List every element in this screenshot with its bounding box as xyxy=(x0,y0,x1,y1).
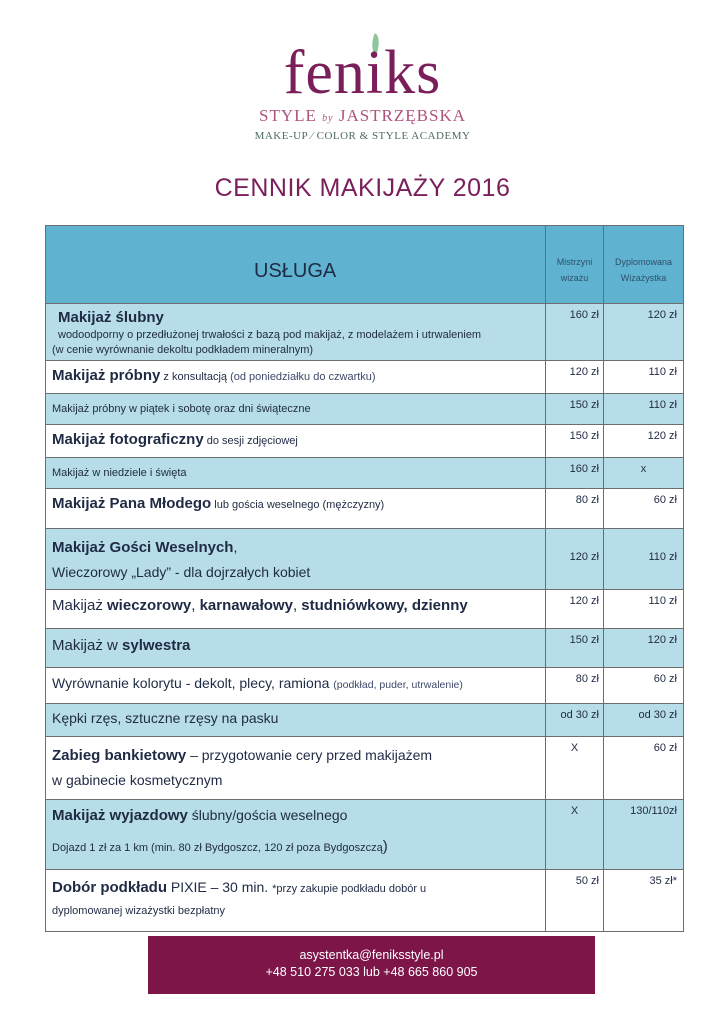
service-name: Zabieg bankietowy xyxy=(52,747,187,764)
service-desc: Makijaż w niedziele i święta xyxy=(52,467,187,479)
service-cell xyxy=(46,489,546,529)
service-desc: lub gościa weselnego (mężczyzny) xyxy=(211,499,385,511)
service-name: wieczorowy xyxy=(107,597,192,614)
service-sep: , xyxy=(292,597,302,614)
price-diploma: 120 zł xyxy=(604,629,684,668)
logo-subtitle xyxy=(0,106,725,129)
price-master: 50 zł xyxy=(546,870,604,932)
service-cell xyxy=(46,425,546,458)
price-master: od 30 zł xyxy=(546,704,604,737)
logo-name-text: JASTRZĘBSKA xyxy=(338,106,467,125)
service-name: Makijaż próbny xyxy=(52,367,161,384)
price-master: 160 zł xyxy=(546,458,604,489)
service-desc: do sesji zdjęciowej xyxy=(203,435,298,447)
service-desc-2: w gabinecie kosmetycznym xyxy=(52,772,223,788)
table-row xyxy=(46,489,684,529)
price-diploma: 130/110zł xyxy=(604,800,684,870)
logo-tagline: MAKE-UP ⁄ COLOR & STYLE ACADEMY xyxy=(254,130,471,142)
service-prefix: Makijaż xyxy=(52,597,108,614)
service-cell xyxy=(46,629,546,668)
price-diploma: 110 zł xyxy=(604,590,684,629)
footer-email[interactable]: asystentka@feniksstyle.pl xyxy=(299,948,444,962)
service-note: (w cenie wyrównanie dekoltu podkładem mineralnym) xyxy=(52,344,314,356)
logo-style-text: STYLE xyxy=(258,106,317,125)
service-note: (od poniedziałku do czwartku) xyxy=(230,371,376,383)
price-master: 80 zł xyxy=(546,668,604,704)
service-cell xyxy=(46,590,546,629)
service-cell xyxy=(46,361,546,394)
table-row xyxy=(46,394,684,425)
header-service: USŁUGA xyxy=(46,226,546,304)
price-diploma: 110 zł xyxy=(604,361,684,394)
table-row xyxy=(46,304,684,361)
price-master: X xyxy=(546,737,604,800)
service-prefix: Makijaż w xyxy=(52,637,123,654)
price-master: 120 zł xyxy=(546,529,604,590)
service-note-2: dyplomowanej wizażystki bezpłatny xyxy=(52,905,226,917)
service-desc: wodoodporny o przedłużonej trwałości z bazą pod makijaż, z modelażem i utrwaleniem xyxy=(58,329,482,341)
contact-footer xyxy=(148,936,595,994)
service-note: (podkład, puder, utrwalenie) xyxy=(333,679,463,691)
table-row xyxy=(46,590,684,629)
service-sep: , xyxy=(191,597,200,614)
price-table xyxy=(45,225,684,932)
price-diploma: 60 zł xyxy=(604,668,684,704)
table-row xyxy=(46,458,684,489)
service-cell xyxy=(46,458,546,489)
service-cell xyxy=(46,737,546,800)
service-desc: ślubny/gościa weselnego xyxy=(187,807,348,823)
table-row xyxy=(46,425,684,458)
table-row xyxy=(46,529,684,590)
price-diploma: 35 zł* xyxy=(604,870,684,932)
price-master: 150 zł xyxy=(546,629,604,668)
service-desc: PIXIE – 30 min. xyxy=(167,879,273,895)
service-name: Makijaż wyjazdowy xyxy=(52,807,188,824)
table-row xyxy=(46,361,684,394)
price-master: 150 zł xyxy=(546,394,604,425)
price-master: 80 zł xyxy=(546,489,604,529)
table-row xyxy=(46,870,684,932)
price-diploma: 110 zł xyxy=(604,394,684,425)
service-desc: Makijaż próbny w piątek i sobotę oraz dni świąteczne xyxy=(52,403,311,415)
service-punct: , xyxy=(233,539,238,555)
service-desc: Wyrównanie kolorytu - dekolt, plecy, ramiona xyxy=(52,675,334,691)
service-desc: Wieczorowy „Lady” - dla dojrzałych kobiet xyxy=(52,564,311,580)
table-row xyxy=(46,800,684,870)
service-cell xyxy=(46,668,546,704)
service-name: Makijaż ślubny xyxy=(58,309,164,326)
service-note-end: ) xyxy=(382,838,388,855)
logo-by-text: by xyxy=(322,113,334,124)
price-master: 160 zł xyxy=(546,304,604,361)
logo-brand: feniks xyxy=(283,39,442,107)
price-master: X xyxy=(546,800,604,870)
service-cell xyxy=(46,394,546,425)
service-name: Makijaż fotograficzny xyxy=(52,431,204,448)
price-diploma: 60 zł xyxy=(604,489,684,529)
service-name: Makijaż Pana Młodego xyxy=(52,495,212,512)
table-row xyxy=(46,668,684,704)
service-name: studniówkowy, dzienny xyxy=(301,597,468,614)
price-master: 120 zł xyxy=(546,361,604,394)
price-diploma: 120 zł xyxy=(604,425,684,458)
service-name: karnawałowy xyxy=(199,597,293,614)
service-name: sylwestra xyxy=(122,637,191,654)
service-cell xyxy=(46,800,546,870)
page-title: CENNIK MAKIJAŻY 2016 xyxy=(214,174,511,202)
price-diploma: 120 zł xyxy=(604,304,684,361)
service-cell xyxy=(46,704,546,737)
service-note: *przy zakupie podkładu dobór u xyxy=(272,883,427,895)
service-name: Dobór podkładu xyxy=(52,879,167,896)
service-desc: z konsultacją xyxy=(160,371,231,383)
service-desc: Kępki rzęs, sztuczne rzęsy na pasku xyxy=(52,710,279,726)
price-diploma: 60 zł xyxy=(604,737,684,800)
price-diploma: od 30 zł xyxy=(604,704,684,737)
footer-phones: +48 510 275 033 lub +48 665 860 905 xyxy=(265,965,478,979)
service-name: Makijaż Gości Weselnych xyxy=(52,539,234,556)
service-desc: – przygotowanie cery przed makijażem xyxy=(186,747,433,763)
table-row xyxy=(46,737,684,800)
service-cell xyxy=(46,529,546,590)
service-note: Dojazd 1 zł za 1 km (min. 80 zł Bydgoszcz, 120 zł poza Bydgoszczą xyxy=(52,842,383,854)
price-diploma: x xyxy=(604,458,684,489)
table-row xyxy=(46,704,684,737)
price-diploma: 110 zł xyxy=(604,529,684,590)
price-master: 120 zł xyxy=(546,590,604,629)
service-cell xyxy=(46,304,546,361)
header-master: Mistrzyni wizażu xyxy=(546,226,604,304)
table-row xyxy=(46,629,684,668)
table-header-row xyxy=(46,226,684,304)
logo xyxy=(0,39,725,143)
header-diploma: Dyplomowana Wizażystka xyxy=(604,226,684,304)
price-master: 150 zł xyxy=(546,425,604,458)
service-cell xyxy=(46,870,546,932)
